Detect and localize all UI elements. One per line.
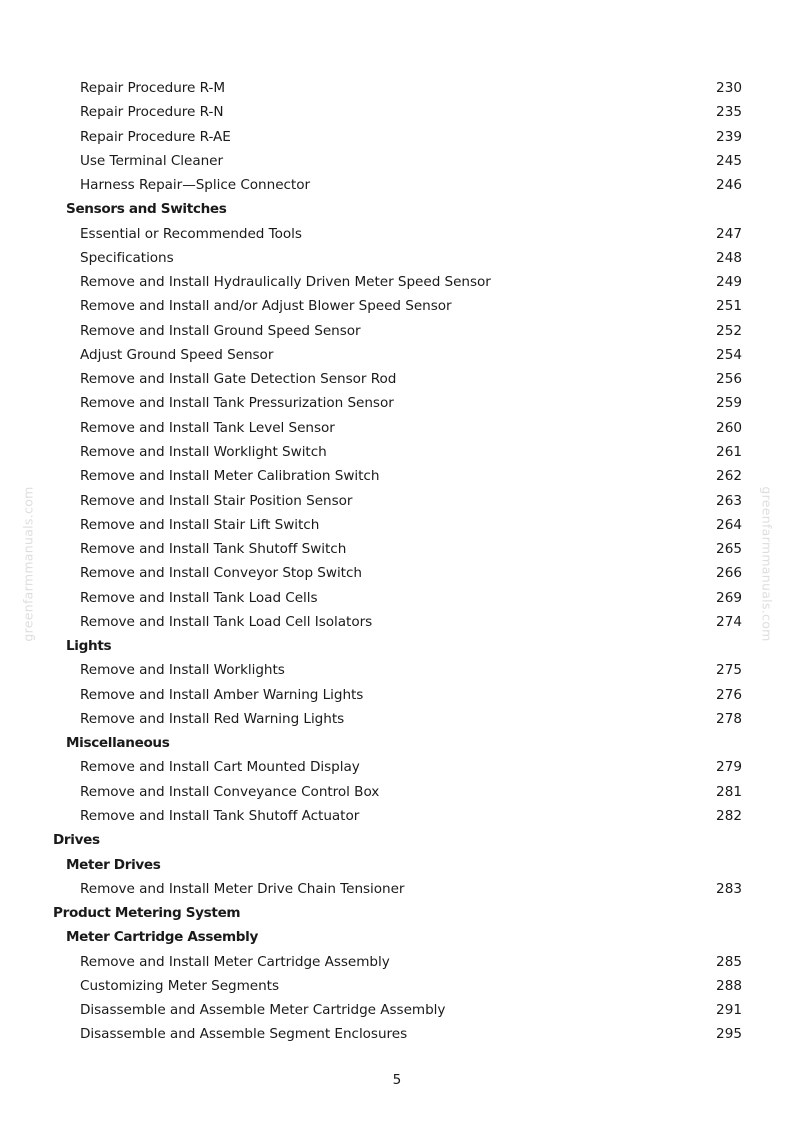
toc-entry-page-number: 251	[716, 298, 742, 315]
toc-entry-title: Remove and Install Red Warning Lights	[80, 710, 345, 727]
toc-section-heading	[0, 634, 794, 658]
toc-section-heading	[0, 828, 794, 852]
toc-entry-page-number: 239	[716, 128, 742, 145]
toc-entry-page-number: 247	[716, 225, 742, 242]
toc-entry-page-number: 230	[716, 80, 742, 96]
toc-entry-title: Remove and Install Tank Shutoff Switch	[80, 541, 347, 558]
toc-entry-title: Essential or Recommended Tools	[80, 225, 302, 242]
toc-entry-page-number: 264	[716, 516, 742, 533]
toc-entry-page-number: 249	[716, 274, 742, 291]
toc-entry-page-number: 275	[716, 662, 742, 679]
toc-entry-title: Repair Procedure R-N	[80, 104, 224, 121]
toc-entry-title: Remove and Install Tank Level Sensor	[80, 419, 335, 436]
toc-entry-page-number: 291	[716, 1002, 742, 1019]
toc-entry-title: Disassemble and Assemble Segment Enclosures	[80, 1026, 408, 1043]
toc-entry-page-number: 254	[716, 346, 742, 363]
toc-entry[interactable]	[0, 707, 794, 731]
toc-entry-page-number: 259	[716, 395, 742, 412]
toc-entry[interactable]	[0, 998, 794, 1022]
toc-entry[interactable]	[0, 561, 794, 585]
toc-entry[interactable]	[0, 610, 794, 634]
toc-heading-title: Sensors and Switches	[66, 201, 227, 218]
toc-entry-title: Remove and Install Gate Detection Sensor Rod	[80, 371, 397, 388]
toc-section-heading	[0, 901, 794, 925]
toc-entry-title: Remove and Install Tank Load Cell Isolators	[80, 613, 373, 630]
toc-entry[interactable]	[0, 343, 794, 367]
toc-entry[interactable]	[0, 658, 794, 682]
toc-entry-page-number: 260	[716, 419, 742, 436]
toc-entry[interactable]	[0, 100, 794, 124]
toc-entry-title: Remove and Install Worklight Switch	[80, 443, 327, 460]
toc-entry[interactable]	[0, 391, 794, 415]
toc-entry[interactable]	[0, 367, 794, 391]
toc-entry-title: Disassemble and Assemble Meter Cartridge Assembly	[80, 1002, 446, 1019]
toc-entry-page-number: 266	[716, 565, 742, 582]
toc-entry-page-number: 245	[716, 152, 742, 169]
toc-entry[interactable]	[0, 173, 794, 197]
toc-entry-title: Customizing Meter Segments	[80, 977, 279, 994]
toc-entry-page-number: 262	[716, 468, 742, 485]
toc-entry-page-number: 278	[716, 710, 742, 727]
toc-section-heading	[0, 925, 794, 949]
toc-entry-title: Adjust Ground Speed Sensor	[80, 346, 274, 363]
toc-entry[interactable]	[0, 683, 794, 707]
toc-heading-title: Lights	[66, 638, 112, 655]
toc-entry[interactable]	[0, 950, 794, 974]
toc-entry-title: Remove and Install Meter Cartridge Assembly	[80, 953, 390, 970]
toc-heading-title: Product Metering System	[53, 905, 241, 922]
toc-entry-title: Remove and Install and/or Adjust Blower Speed Sensor	[80, 298, 452, 315]
toc-entry[interactable]	[0, 974, 794, 998]
toc-entry-title: Remove and Install Hydraulically Driven Meter Speed Sensor	[80, 274, 491, 291]
toc-entry-page-number: 283	[716, 880, 742, 897]
toc-entry-page-number: 263	[716, 492, 742, 509]
toc-entry-page-number: 279	[716, 759, 742, 776]
toc-entry-title: Repair Procedure R-AE	[80, 128, 231, 145]
toc-entry-page-number: 288	[716, 977, 742, 994]
toc-entry-title: Remove and Install Conveyor Stop Switch	[80, 565, 362, 582]
toc-entry-page-number: 248	[716, 249, 742, 266]
toc-entry-page-number: 285	[716, 953, 742, 970]
toc-entry-page-number: 265	[716, 541, 742, 558]
toc-entry[interactable]	[0, 319, 794, 343]
watermark-left: greenfarmmanuals.com	[20, 486, 36, 642]
toc-heading-title: Meter Cartridge Assembly	[66, 929, 258, 946]
toc-entry-title: Remove and Install Meter Calibration Switch	[80, 468, 380, 485]
toc-entry[interactable]	[0, 76, 794, 100]
toc-entry-page-number: 282	[716, 807, 742, 824]
toc-entry-title: Remove and Install Worklights	[80, 662, 285, 679]
toc-entry-title: Remove and Install Ground Speed Sensor	[80, 322, 361, 339]
toc-entry[interactable]	[0, 246, 794, 270]
toc-entry-page-number: 281	[716, 783, 742, 800]
toc-entry-title: Remove and Install Tank Load Cells	[80, 589, 318, 606]
toc-entry[interactable]	[0, 877, 794, 901]
toc-entry-title: Remove and Install Tank Pressurization Sensor	[80, 395, 394, 412]
toc-entry[interactable]	[0, 416, 794, 440]
toc-heading-title: Meter Drives	[66, 856, 161, 873]
toc-entry-page-number: 269	[716, 589, 742, 606]
watermark-right: greenfarmmanuals.com	[759, 486, 775, 642]
toc-entry[interactable]	[0, 222, 794, 246]
toc-entry-title: Repair Procedure R-M	[80, 80, 225, 96]
toc-entry-title: Remove and Install Tank Shutoff Actuator	[80, 807, 360, 824]
toc-entry[interactable]	[0, 270, 794, 294]
toc-entry[interactable]	[0, 513, 794, 537]
toc-entry-title: Remove and Install Cart Mounted Display	[80, 759, 360, 776]
toc-section-heading	[0, 197, 794, 221]
toc-entry-page-number: 295	[716, 1026, 742, 1043]
toc-entry[interactable]	[0, 294, 794, 318]
toc-section-heading	[0, 731, 794, 755]
toc-entry-page-number: 261	[716, 443, 742, 460]
toc-entry-page-number: 252	[716, 322, 742, 339]
toc-entry[interactable]	[0, 537, 794, 561]
toc-entry-page-number: 276	[716, 686, 742, 703]
toc-entry[interactable]	[0, 464, 794, 488]
toc-entry[interactable]	[0, 755, 794, 779]
toc-entry-page-number: 235	[716, 104, 742, 121]
table-of-contents	[0, 76, 794, 1047]
toc-heading-title: Drives	[53, 832, 100, 849]
page-number: 5	[392, 1072, 402, 1088]
toc-entry-title: Use Terminal Cleaner	[80, 152, 224, 169]
toc-entry[interactable]	[0, 804, 794, 828]
toc-entry[interactable]	[0, 780, 794, 804]
toc-entry-page-number: 256	[716, 371, 742, 388]
toc-entry-title: Specifications	[80, 249, 174, 266]
toc-entry-title: Remove and Install Meter Drive Chain Tensioner	[80, 880, 405, 897]
toc-entry[interactable]	[0, 1022, 794, 1046]
toc-entry-title: Harness Repair—Splice Connector	[80, 177, 311, 194]
toc-entry-page-number: 246	[716, 177, 742, 194]
toc-heading-title: Miscellaneous	[66, 735, 170, 752]
toc-entry-title: Remove and Install Stair Position Sensor	[80, 492, 353, 509]
toc-entry-title: Remove and Install Amber Warning Lights	[80, 686, 364, 703]
toc-entry[interactable]	[0, 149, 794, 173]
toc-entry[interactable]	[0, 440, 794, 464]
toc-entry-title: Remove and Install Conveyance Control Box	[80, 783, 380, 800]
toc-entry[interactable]	[0, 586, 794, 610]
toc-entry[interactable]	[0, 125, 794, 149]
toc-section-heading	[0, 853, 794, 877]
toc-entry-page-number: 274	[716, 613, 742, 630]
toc-entry[interactable]	[0, 489, 794, 513]
toc-entry-title: Remove and Install Stair Lift Switch	[80, 516, 320, 533]
